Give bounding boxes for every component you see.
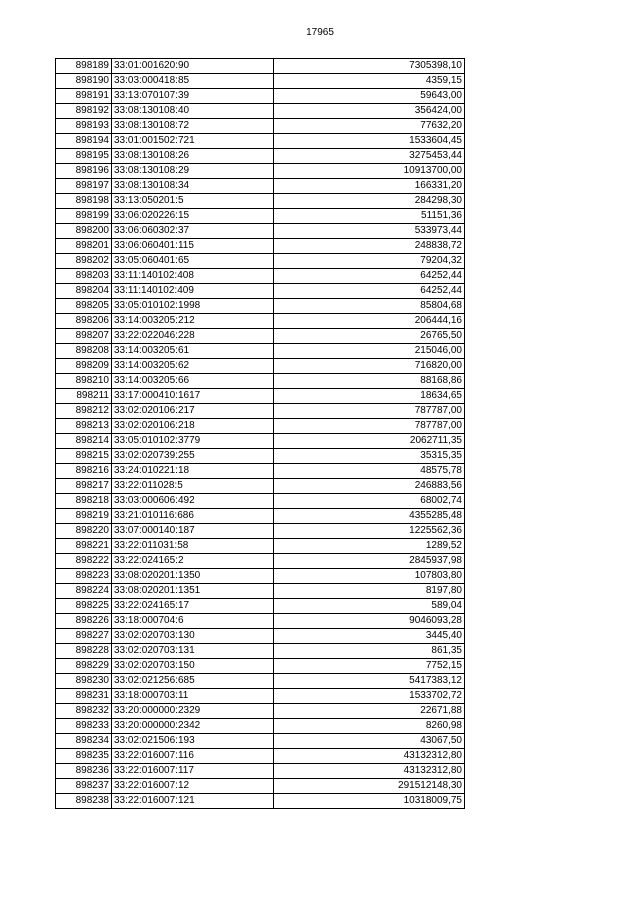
cadastral-number-cell: 33:17:000410:1617 — [112, 389, 274, 404]
value-cell: 787787,00 — [274, 404, 465, 419]
cadastral-number-cell: 33:22:011028:5 — [112, 479, 274, 494]
row-number-cell: 898209 — [56, 359, 112, 374]
row-number-cell: 898238 — [56, 794, 112, 809]
row-number-cell: 898208 — [56, 344, 112, 359]
row-number-cell: 898233 — [56, 719, 112, 734]
value-cell: 43132312,80 — [274, 749, 465, 764]
value-cell: 10318009,75 — [274, 794, 465, 809]
cadastral-number-cell: 33:13:070107:39 — [112, 89, 274, 104]
table-row — [56, 674, 465, 689]
cadastral-number-cell: 33:03:000606:492 — [112, 494, 274, 509]
table-row — [56, 614, 465, 629]
row-number-cell: 898230 — [56, 674, 112, 689]
row-number-cell: 898192 — [56, 104, 112, 119]
table-row — [56, 734, 465, 749]
row-number-cell: 898225 — [56, 599, 112, 614]
cadastral-number-cell: 33:20:000000:2342 — [112, 719, 274, 734]
table-row — [56, 419, 465, 434]
row-number-cell: 898199 — [56, 209, 112, 224]
table-row — [56, 89, 465, 104]
value-cell: 215046,00 — [274, 344, 465, 359]
value-cell: 43132312,80 — [274, 764, 465, 779]
table-row — [56, 299, 465, 314]
cadastral-number-cell: 33:22:011031:58 — [112, 539, 274, 554]
cadastral-number-cell: 33:21:010116:686 — [112, 509, 274, 524]
table-row — [56, 59, 465, 74]
value-cell: 284298,30 — [274, 194, 465, 209]
cadastral-number-cell: 33:05:060401:65 — [112, 254, 274, 269]
row-number-cell: 898210 — [56, 374, 112, 389]
cadastral-number-cell: 33:02:020106:217 — [112, 404, 274, 419]
row-number-cell: 898229 — [56, 659, 112, 674]
row-number-cell: 898234 — [56, 734, 112, 749]
cadastral-number-cell: 33:06:060401:115 — [112, 239, 274, 254]
row-number-cell: 898217 — [56, 479, 112, 494]
value-cell: 248838,72 — [274, 239, 465, 254]
value-cell: 7752,15 — [274, 659, 465, 674]
row-number-cell: 898194 — [56, 134, 112, 149]
cadastral-number-cell: 33:02:020703:130 — [112, 629, 274, 644]
cadastral-number-cell: 33:24:010221:18 — [112, 464, 274, 479]
table-row — [56, 74, 465, 89]
cadastral-number-cell: 33:14:003205:61 — [112, 344, 274, 359]
row-number-cell: 898213 — [56, 419, 112, 434]
value-cell: 4355285,48 — [274, 509, 465, 524]
value-cell: 2062711,35 — [274, 434, 465, 449]
row-number-cell: 898203 — [56, 269, 112, 284]
table-row — [56, 599, 465, 614]
value-cell: 4359,15 — [274, 74, 465, 89]
value-cell: 8197,80 — [274, 584, 465, 599]
row-number-cell: 898231 — [56, 689, 112, 704]
value-cell: 35315,35 — [274, 449, 465, 464]
cadastral-number-cell: 33:02:020739:255 — [112, 449, 274, 464]
cadastral-number-cell: 33:18:000703:11 — [112, 689, 274, 704]
table-row — [56, 104, 465, 119]
table-row — [56, 209, 465, 224]
row-number-cell: 898237 — [56, 779, 112, 794]
value-cell: 59643,00 — [274, 89, 465, 104]
value-cell: 9046093,28 — [274, 614, 465, 629]
value-cell: 206444,16 — [274, 314, 465, 329]
row-number-cell: 898191 — [56, 89, 112, 104]
cadastral-number-cell: 33:22:016007:116 — [112, 749, 274, 764]
cadastral-number-cell: 33:05:010102:3779 — [112, 434, 274, 449]
table-row — [56, 659, 465, 674]
table-row — [56, 254, 465, 269]
value-cell: 68002,74 — [274, 494, 465, 509]
table-row — [56, 359, 465, 374]
row-number-cell: 898207 — [56, 329, 112, 344]
row-number-cell: 898189 — [56, 59, 112, 74]
value-cell: 22671,88 — [274, 704, 465, 719]
table-row — [56, 239, 465, 254]
value-cell: 1289,52 — [274, 539, 465, 554]
table-row — [56, 629, 465, 644]
row-number-cell: 898223 — [56, 569, 112, 584]
value-cell: 85804,68 — [274, 299, 465, 314]
table-row — [56, 524, 465, 539]
cadastral-number-cell: 33:02:020106:218 — [112, 419, 274, 434]
cadastral-number-cell: 33:14:003205:62 — [112, 359, 274, 374]
value-cell: 2845937,98 — [274, 554, 465, 569]
table-row — [56, 584, 465, 599]
cadastral-number-cell: 33:11:140102:408 — [112, 269, 274, 284]
value-cell: 1533702,72 — [274, 689, 465, 704]
row-number-cell: 898221 — [56, 539, 112, 554]
cadastral-number-cell: 33:22:024165:17 — [112, 599, 274, 614]
value-cell: 51151,36 — [274, 209, 465, 224]
value-cell: 5417383,12 — [274, 674, 465, 689]
row-number-cell: 898204 — [56, 284, 112, 299]
table-row — [56, 374, 465, 389]
table-row — [56, 179, 465, 194]
cadastral-number-cell: 33:03:000418:85 — [112, 74, 274, 89]
table-row — [56, 434, 465, 449]
page-number: 17965 — [306, 27, 334, 38]
cadastral-number-cell: 33:08:130108:26 — [112, 149, 274, 164]
row-number-cell: 898195 — [56, 149, 112, 164]
row-number-cell: 898218 — [56, 494, 112, 509]
row-number-cell: 898193 — [56, 119, 112, 134]
table-row — [56, 494, 465, 509]
row-number-cell: 898206 — [56, 314, 112, 329]
table-row — [56, 554, 465, 569]
cadastral-number-cell: 33:08:130108:72 — [112, 119, 274, 134]
table-row — [56, 689, 465, 704]
table-row — [56, 704, 465, 719]
cadastral-number-cell: 33:22:016007:117 — [112, 764, 274, 779]
value-cell: 1225562,36 — [274, 524, 465, 539]
row-number-cell: 898227 — [56, 629, 112, 644]
cadastral-number-cell: 33:08:130108:29 — [112, 164, 274, 179]
value-cell: 3445,40 — [274, 629, 465, 644]
row-number-cell: 898200 — [56, 224, 112, 239]
cadastral-number-cell: 33:14:003205:66 — [112, 374, 274, 389]
table-row — [56, 329, 465, 344]
table-row — [56, 509, 465, 524]
table-row — [56, 719, 465, 734]
table-row — [56, 194, 465, 209]
registry-table-body — [56, 59, 465, 809]
row-number-cell: 898214 — [56, 434, 112, 449]
table-row — [56, 479, 465, 494]
row-number-cell: 898198 — [56, 194, 112, 209]
row-number-cell: 898215 — [56, 449, 112, 464]
cadastral-number-cell: 33:06:020226:15 — [112, 209, 274, 224]
value-cell: 1533604,45 — [274, 134, 465, 149]
cadastral-number-cell: 33:08:130108:34 — [112, 179, 274, 194]
row-number-cell: 898211 — [56, 389, 112, 404]
row-number-cell: 898220 — [56, 524, 112, 539]
value-cell: 107803,80 — [274, 569, 465, 584]
table-row — [56, 389, 465, 404]
value-cell: 77632,20 — [274, 119, 465, 134]
table-row — [56, 404, 465, 419]
cadastral-number-cell: 33:02:020703:150 — [112, 659, 274, 674]
row-number-cell: 898205 — [56, 299, 112, 314]
cadastral-number-cell: 33:18:000704:6 — [112, 614, 274, 629]
row-number-cell: 898219 — [56, 509, 112, 524]
table-row — [56, 644, 465, 659]
value-cell: 3275453,44 — [274, 149, 465, 164]
row-number-cell: 898212 — [56, 404, 112, 419]
value-cell: 8260,98 — [274, 719, 465, 734]
cadastral-number-cell: 33:05:010102:1998 — [112, 299, 274, 314]
row-number-cell: 898202 — [56, 254, 112, 269]
cadastral-number-cell: 33:22:016007:121 — [112, 794, 274, 809]
row-number-cell: 898232 — [56, 704, 112, 719]
table-row — [56, 284, 465, 299]
value-cell: 43067,50 — [274, 734, 465, 749]
value-cell: 48575,78 — [274, 464, 465, 479]
table-row — [56, 164, 465, 179]
row-number-cell: 898226 — [56, 614, 112, 629]
row-number-cell: 898222 — [56, 554, 112, 569]
table-row — [56, 119, 465, 134]
cadastral-number-cell: 33:02:021506:193 — [112, 734, 274, 749]
table-row — [56, 539, 465, 554]
cadastral-number-cell: 33:08:020201:1351 — [112, 584, 274, 599]
cadastral-number-cell: 33:14:003205:212 — [112, 314, 274, 329]
value-cell: 88168,86 — [274, 374, 465, 389]
row-number-cell: 898236 — [56, 764, 112, 779]
cadastral-number-cell: 33:01:001502:721 — [112, 134, 274, 149]
cadastral-number-cell: 33:02:021256:685 — [112, 674, 274, 689]
table-row — [56, 269, 465, 284]
row-number-cell: 898235 — [56, 749, 112, 764]
registry-table — [55, 58, 465, 809]
cadastral-number-cell: 33:13:050201:5 — [112, 194, 274, 209]
row-number-cell: 898201 — [56, 239, 112, 254]
table-row — [56, 464, 465, 479]
value-cell: 533973,44 — [274, 224, 465, 239]
value-cell: 166331,20 — [274, 179, 465, 194]
table-row — [56, 749, 465, 764]
cadastral-number-cell: 33:01:001620:90 — [112, 59, 274, 74]
value-cell: 18634,65 — [274, 389, 465, 404]
value-cell: 10913700,00 — [274, 164, 465, 179]
table-row — [56, 764, 465, 779]
row-number-cell: 898224 — [56, 584, 112, 599]
cadastral-number-cell: 33:22:016007:12 — [112, 779, 274, 794]
value-cell: 716820,00 — [274, 359, 465, 374]
table-row — [56, 779, 465, 794]
cadastral-number-cell: 33:22:022046:228 — [112, 329, 274, 344]
cadastral-number-cell: 33:08:130108:40 — [112, 104, 274, 119]
value-cell: 787787,00 — [274, 419, 465, 434]
value-cell: 79204,32 — [274, 254, 465, 269]
table-row — [56, 134, 465, 149]
value-cell: 26765,50 — [274, 329, 465, 344]
value-cell: 861,35 — [274, 644, 465, 659]
cadastral-number-cell: 33:22:024165:2 — [112, 554, 274, 569]
value-cell: 356424,00 — [274, 104, 465, 119]
row-number-cell: 898216 — [56, 464, 112, 479]
table-row — [56, 314, 465, 329]
table-row — [56, 569, 465, 584]
value-cell: 7305398,10 — [274, 59, 465, 74]
value-cell: 291512148,30 — [274, 779, 465, 794]
table-row — [56, 449, 465, 464]
value-cell: 589,04 — [274, 599, 465, 614]
cadastral-number-cell: 33:07:000140:187 — [112, 524, 274, 539]
cadastral-number-cell: 33:20:000000:2329 — [112, 704, 274, 719]
table-row — [56, 224, 465, 239]
row-number-cell: 898196 — [56, 164, 112, 179]
row-number-cell: 898190 — [56, 74, 112, 89]
value-cell: 246883,56 — [274, 479, 465, 494]
table-row — [56, 794, 465, 809]
table-row — [56, 344, 465, 359]
row-number-cell: 898197 — [56, 179, 112, 194]
value-cell: 64252,44 — [274, 284, 465, 299]
row-number-cell: 898228 — [56, 644, 112, 659]
cadastral-number-cell: 33:11:140102:409 — [112, 284, 274, 299]
cadastral-number-cell: 33:02:020703:131 — [112, 644, 274, 659]
cadastral-number-cell: 33:06:060302:37 — [112, 224, 274, 239]
value-cell: 64252,44 — [274, 269, 465, 284]
cadastral-number-cell: 33:08:020201:1350 — [112, 569, 274, 584]
table-row — [56, 149, 465, 164]
